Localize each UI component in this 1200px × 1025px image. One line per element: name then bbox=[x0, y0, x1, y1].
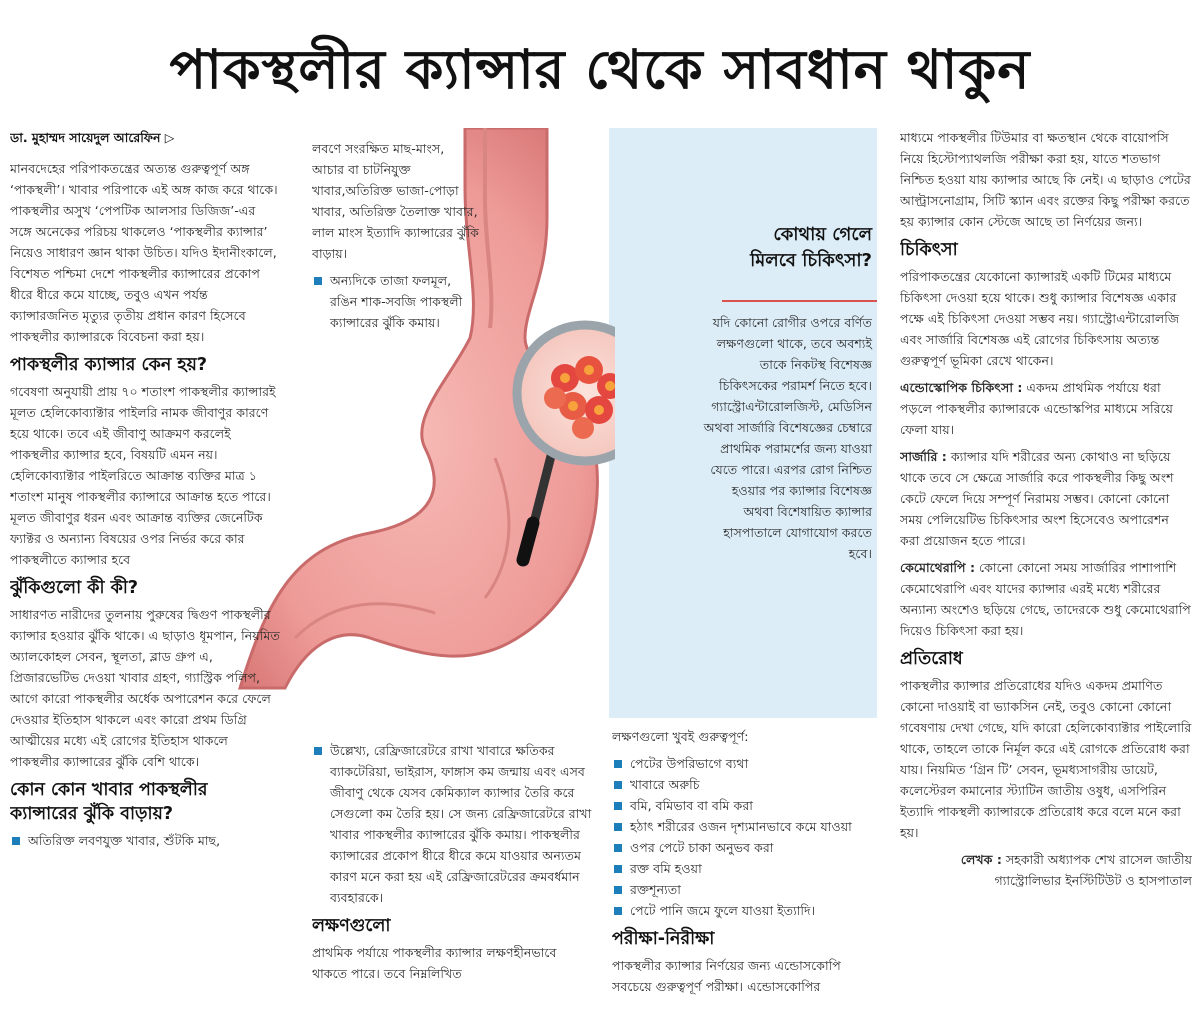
symptoms-continued: লক্ষণগুলো খুবই গুরুত্বপূর্ণ: bbox=[612, 729, 749, 744]
intro-paragraph: মানবদেহের পরিপাকতন্ত্রের অত্যন্ত গুরুত্বপূর্ণ অঙ্গ ‘পাকস্থলী’। খাবার পরিপাকে এই অঙ্গ কাজ করে থাকে। পাকস্থলীর অসুখ ‘পেপটিক আলসার ডিজিজ’-এর সঙ্গে অনেকের পরিচয় থাকলেও ‘পাকস্থলীর ক্যান্সার’ নিয়েও সাধারণ জ্ঞান থাকা উচিত। যদিও ইদানীংকালে, বিশেষত পশ্চিমা দেশে পাকস্থলীর ক্যান্সারের প্রকোপ ধীরে ধীরে কমে যাচ্ছে, তবুও এখন পর্যন্ত ক্যান্সারজনিত মৃত্যুর তৃতীয় প্রধান কারণ হিসেবে পাকস্থলীর ক্যান্সারকে বিবেচনা করা হয়। bbox=[10, 161, 278, 344]
column-2-bottom bbox=[312, 740, 592, 1020]
chemo-text: কোনো কোনো সময় সার্জারির পাশাপাশি কেমোথেরাপি এবং যাদের ক্যান্সার এরই মধ্যে শরীরের অন্যান্য অংশেও ছড়িয়ে গেছে, তাদেরকে শুধু কেমোথেরাপি দিয়েও চিকিৎসা করা হয়। bbox=[900, 560, 1191, 638]
symptoms-intro-paragraph: প্রাথমিক পর্যায়ে পাকস্থলীর ক্যান্সার লক্ষণহীনভাবে থাকতে পারে। তবে নিম্নলিখিত bbox=[312, 945, 557, 981]
column-3-bottom bbox=[612, 726, 884, 1021]
symptom-item: পেটের উপরিভাগে ব্যথা bbox=[612, 753, 884, 774]
fridge-list bbox=[312, 740, 592, 908]
why-paragraph: গবেষণা অনুযায়ী প্রায় ৭০ শতাংশ পাকস্থলীর ক্যান্সারই মূলত হেলিকোব্যাক্টার পাইলরি নামক জীবাণুর কারণে হয়ে থাকে। তবে এই জীবাণু আক্রমণ করলেই পাকস্থলীর ক্যান্সার হবে, বিষয়টি এমন নয়। হেলিকোব্যাক্টার পাইলরিতে আক্রান্ত ব্যক্তির মাত্র ১ শতাংশ মানুষ পাকস্থলীর ক্যান্সারে আক্রান্ত হতে পারে। মূলত জীবাণুর ধরন এবং আক্রান্ত ব্যক্তির জেনেটিক ফ্যাক্টর ও অন্যান্য বিষয়ের ওপর নির্ভর করে কার পাকস্থলীতে ক্যান্সার হবে bbox=[10, 384, 276, 567]
endoscopic-label: এন্ডোস্কোপিক চিকিৎসা : bbox=[900, 380, 1023, 395]
callout-divider bbox=[722, 300, 877, 302]
why-heading: পাকস্থলীর ক্যান্সার কেন হয়? bbox=[10, 355, 208, 375]
risk-heading: ঝুঁকিগুলো কী কী? bbox=[10, 578, 138, 598]
endoscopic-text: একদম প্রাথমিক পর্যায়ে ধরা পড়লে পাকস্থলীর ক্যান্সারকে এন্ডোস্কপির মাধ্যমে সরিয়ে ফেলা যায়। bbox=[900, 380, 1173, 437]
fridge-bullet: উল্লেখ্য, রেফ্রিজারেটরে রাখা খাবারে ক্ষতিকর ব্যাকটেরিয়া, ভাইরাস, ফাঙ্গাস কম জন্মায় এবং এসব জীবাণু থেকে যেসব কেমিক্যাল ক্যান্সার তৈরি করে সেগুলো কম তৈরি হয়। সে জন্য রেফ্রিজারেটরে রাখা খাবার পাকস্থলীর ক্যান্সারের ঝুঁকি কমায়। পাকস্থলীর ক্যান্সারের প্রকোপ ধীরে ধীরে কমে যাওয়ার অন্যতম কারণ মনে করা হয় এই রেফ্রিজারেটরের ক্রমবর্ধমান ব্যবহারকে। bbox=[312, 740, 592, 908]
food-list bbox=[10, 830, 280, 851]
tests-paragraph: পাকস্থলীর ক্যান্সার নির্ণয়ের জন্য এন্ডোসকোপি সবচেয়ে গুরুত্বপূর্ণ পরীক্ষা। এন্ডোসকোপির bbox=[612, 958, 841, 994]
author-credit bbox=[900, 849, 1192, 891]
tests-continued-paragraph: মাধ্যমে পাকস্থলীর টিউমার বা ক্ষতস্থান থেকে বায়োপসি নিয়ে হিস্টোপ্যাথলজি পরীক্ষা করা হয়, যাতে শতভাগ নিশ্চিত হওয়া যায় ক্যান্সার আছে কি নেই। এ ছাড়াও পেটের আল্ট্রাসনোগ্রাম, সিটি স্ক্যান এবং রক্তের কিছু পরীক্ষা করতে হয় ক্যান্সার কোন স্টেজে আছে তা নির্ণয়ের জন্য। bbox=[900, 130, 1191, 229]
food-heading: কোন কোন খাবার পাকস্থলীর ক্যান্সারের ঝুঁকি বাড়ায়? bbox=[10, 780, 208, 824]
symptom-item: রক্ত বমি হওয়া bbox=[612, 858, 884, 879]
page-title: পাকস্থলীর ক্যান্সার থেকে সাবধান থাকুন bbox=[169, 37, 1031, 101]
chemo-paragraph bbox=[900, 557, 1192, 641]
surgery-text: ক্যান্সার যদি শরীরের অন্য কোথাও না ছড়িয়ে থাকে তবে সে ক্ষেত্রে সার্জারি করে পাকস্থলীর কিছু অংশ কেটে ফেলে দিয়ে সম্পূর্ণ নিরাময় সম্ভব। কোনো কোনো সময় পেলিয়েটিভ চিকিৎসার অংশ হিসেবেও অপারেশন করা প্রয়োজন হতে পারে। bbox=[900, 449, 1174, 548]
fresh-food-list bbox=[312, 270, 480, 333]
callout-heading: কোথায় গেলে মিলবে চিকিৎসা? bbox=[750, 224, 872, 271]
credit-text: সহকারী অধ্যাপক শেখ রাসেল জাতীয় গ্যাস্ট্রোলিভার ইনস্টিটিউট ও হাসপাতাল bbox=[994, 852, 1192, 888]
fresh-food-bullet: অন্যদিকে তাজা ফলমূল, রঙিন শাক-সবজি পাকস্থলী ক্যান্সারের ঝুঁকি কমায়। bbox=[312, 270, 480, 333]
symptom-item: রক্তশূন্যতা bbox=[612, 879, 884, 900]
callout-paragraph: যদি কোনো রোগীর ওপরে বর্ণিত লক্ষণগুলো থাকে, তবে অবশ্যই তাকে নিকটস্থ বিশেষজ্ঞ চিকিৎসকের পরামর্শ নিতে হবে। গ্যাস্ট্রোএন্টারোলজিস্ট, মেডিসিন অথবা সার্জারি বিশেষজ্ঞের চেম্বারে প্রাথমিক পরামর্শের জন্য যাওয়া যেতে পারে। এরপর রোগ নিশ্চিত হওয়ার পর ক্যান্সার বিশেষজ্ঞ অথবা বিশেষায়িত ক্যান্সার হাসপাতালে যোগাযোগ করতে হবে। bbox=[703, 315, 872, 561]
food-bullet: অতিরিক্ত লবণযুক্ত খাবার, শুঁটকি মাছ, bbox=[10, 830, 280, 851]
treatment-paragraph: পরিপাকতন্ত্রের যেকোনো ক্যান্সারই একটি টিমের মাধ্যমে চিকিৎসা দেওয়া হয়ে থাকে। শুধু ক্যান্সার বিশেষজ্ঞ একার পক্ষে এই চিকিৎসা দেওয়া সম্ভব নয়। গ্যাস্ট্রোএন্টারোলজি এবং সার্জারি বিশেষজ্ঞ এই রোগের চিকিৎসায় অত্যন্ত গুরুত্বপূর্ণ ভূমিকা রেখে থাকেন। bbox=[900, 269, 1180, 368]
symptom-item: খাবারে অরুচি bbox=[612, 774, 884, 795]
symptom-item: বমি, বমিভাব বা বমি করা bbox=[612, 795, 884, 816]
author-byline: ডা. মুহাম্মদ সায়েদুল আরেফিন ▷ bbox=[10, 130, 175, 145]
column-1 bbox=[10, 127, 280, 1017]
treatment-heading: চিকিৎসা bbox=[900, 240, 958, 260]
column-4 bbox=[900, 127, 1192, 1020]
column-2-top bbox=[312, 138, 480, 388]
credit-label: লেখক : bbox=[960, 852, 1002, 867]
risk-paragraph: সাধারণত নারীদের তুলনায় পুরুষের দ্বিগুণ পাকস্থলীর ক্যান্সার হওয়ার ঝুঁকি থাকে। এ ছাড়াও ধূমপান, নিয়মিত অ্যালকোহল সেবন, স্থূলতা, ব্লাড গ্রুপ এ, প্রিজারভেটিভ দেওয়া খাবার গ্রহণ, গ্যাস্ট্রিক পলিপ, আগে কারো পাকস্থলীর অর্ধেক অপারেশন করে ফেলে দেওয়ার ইতিহাস থাকলে এবং কারো প্রথম ডিগ্রি আত্মীয়ের মধ্যে এই রোগের ইতিহাস থাকলে পাকস্থলীর ক্যান্সারের ঝুঁকি বেশি থাকে। bbox=[10, 607, 280, 769]
prevention-heading: প্রতিরোধ bbox=[900, 649, 963, 669]
surgery-label: সার্জারি : bbox=[900, 449, 947, 464]
symptom-item: ওপর পেটে চাকা অনুভব করা bbox=[612, 837, 884, 858]
symptom-item: পেটে পানি জমে ফুলে যাওয়া ইত্যাদি। bbox=[612, 900, 884, 921]
symptoms-list bbox=[612, 753, 884, 921]
symptom-item: হঠাৎ শরীরের ওজন দৃশ্যমানভাবে কমে যাওয়া bbox=[612, 816, 884, 837]
symptoms-heading: লক্ষণগুলো bbox=[312, 916, 391, 936]
food-continued-paragraph: লবণে সংরক্ষিত মাছ-মাংস, আচার বা চাটনিযুক্ত খাবার,অতিরিক্ত ভাজা-পোড়া খাবার, অতিরিক্ত তৈলাক্ত খাবার, লাল মাংস ইত্যাদি ক্যান্সারের ঝুঁকি বাড়ায়। bbox=[312, 141, 479, 261]
surgery-paragraph bbox=[900, 446, 1192, 551]
chemo-label: কেমোথেরাপি : bbox=[900, 560, 975, 575]
tests-heading: পরীক্ষা-নিরীক্ষা bbox=[612, 929, 715, 949]
endoscopic-paragraph bbox=[900, 377, 1192, 440]
prevention-paragraph: পাকস্থলীর ক্যান্সার প্রতিরোধের যদিও একদম প্রমাণিত কোনো দাওয়াই বা ভ্যাকসিন নেই, তবুও কোনো কোনো গবেষণায় দেখা গেছে, যদি কারো হেলিকোব্যাক্টার পাইলোরি থাকে, তাহলে তাকে নির্মূল করে এই রোগকে প্রতিরোধ করা যায়। নিয়মিত ‘গ্রিন টি’ সেবন, ভূমধ্যসাগরীয় ডায়েট, কলেস্টেরল কমানোর স্ট্যাটিন জাতীয় ওষুধ, এসপিরিন ইত্যাদি পাকস্থলী ক্যান্সারকে প্রতিরোধ করে বলে মনে করা হয়। bbox=[900, 678, 1192, 840]
